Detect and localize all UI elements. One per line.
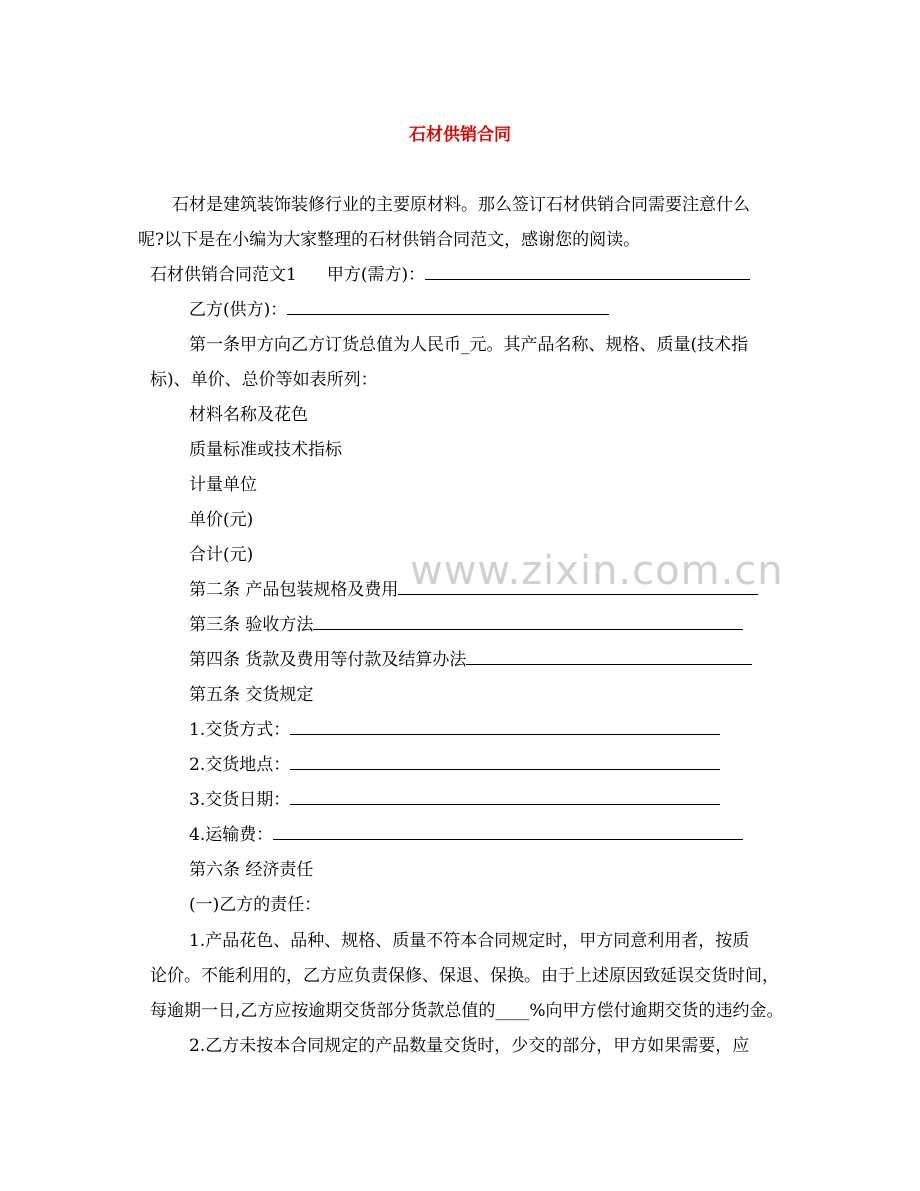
clause1-line-3: 每逾期一日,乙方应按逾期交货部分货款总值的____%向甲方偿付逾期交货的违约金。	[150, 1001, 784, 1021]
freight-blank	[273, 825, 743, 840]
delivery-place-blank	[290, 755, 720, 770]
party-b-line	[189, 298, 609, 322]
sample-header	[150, 263, 750, 287]
table-item: 计量单位	[189, 475, 257, 495]
article3-text: 第三条 验收方法	[189, 615, 314, 635]
delivery-method-label: 1.交货方式：	[189, 720, 291, 740]
article4-blank	[466, 650, 752, 665]
party-b-label: 乙方(供方)：	[189, 300, 288, 320]
party-a-label: 甲方(需方)：	[326, 265, 426, 285]
table-item: 合计(元)	[189, 545, 254, 565]
table-item: 质量标准或技术指标	[189, 440, 342, 460]
article6-heading: 第六条 经济责任	[189, 860, 314, 880]
party-b-blank	[287, 300, 609, 315]
article2-text: 第二条 产品包装规格及费用	[189, 580, 399, 600]
delivery-method-blank	[290, 720, 720, 735]
article4-text: 第四条 货款及费用等付款及结算办法	[189, 650, 467, 670]
article5-heading: 第五条 交货规定	[189, 685, 314, 705]
sample-header-text: 石材供销合同范文1	[150, 265, 297, 285]
delivery-place-line	[189, 753, 720, 777]
article3-blank	[313, 615, 743, 630]
clause1-line-1: 1.产品花色、品种、规格、质量不符本合同规定时，甲方同意利用者，按质	[189, 931, 750, 951]
article2-line	[189, 578, 758, 602]
clause1-line-2: 论价。不能利用的，乙方应负责保修、保退、保换。由于上述原因致延误交货时间，	[150, 966, 779, 986]
delivery-date-label: 3.交货日期：	[189, 790, 291, 810]
freight-line	[189, 823, 743, 847]
article3-line	[189, 613, 743, 637]
table-item: 单价(元)	[189, 510, 254, 530]
clause2-line-1: 2.乙方未按本合同规定的产品数量交货时，少交的部分，甲方如果需要，应	[189, 1036, 750, 1056]
article1-line-1: 第一条甲方向乙方订货总值为人民币_元。其产品名称、规格、质量(技术指	[189, 335, 749, 355]
delivery-date-blank	[290, 790, 720, 805]
intro-line-1: 石材是建筑装饰装修行业的主要原材料。那么签订石材供销合同需要注意什么	[172, 195, 750, 215]
table-item: 材料名称及花色	[189, 405, 308, 425]
watermark: www.zixin.com.cn	[410, 548, 784, 594]
article4-line	[189, 648, 752, 672]
party-b-duty-heading: (一)乙方的责任：	[189, 895, 322, 915]
document-title: 石材供销合同	[409, 125, 511, 145]
delivery-place-label: 2.交货地点：	[189, 755, 291, 775]
article1-line-2: 标)、单价、总价等如表所列：	[150, 370, 378, 390]
delivery-date-line	[189, 788, 720, 812]
intro-line-2: 呢?以下是在小编为大家整理的石材供销合同范文，感谢您的阅读。	[138, 230, 641, 250]
party-a-blank	[425, 265, 750, 280]
article2-blank	[398, 580, 758, 595]
delivery-method-line	[189, 718, 720, 742]
freight-label: 4.运输费：	[189, 825, 274, 845]
